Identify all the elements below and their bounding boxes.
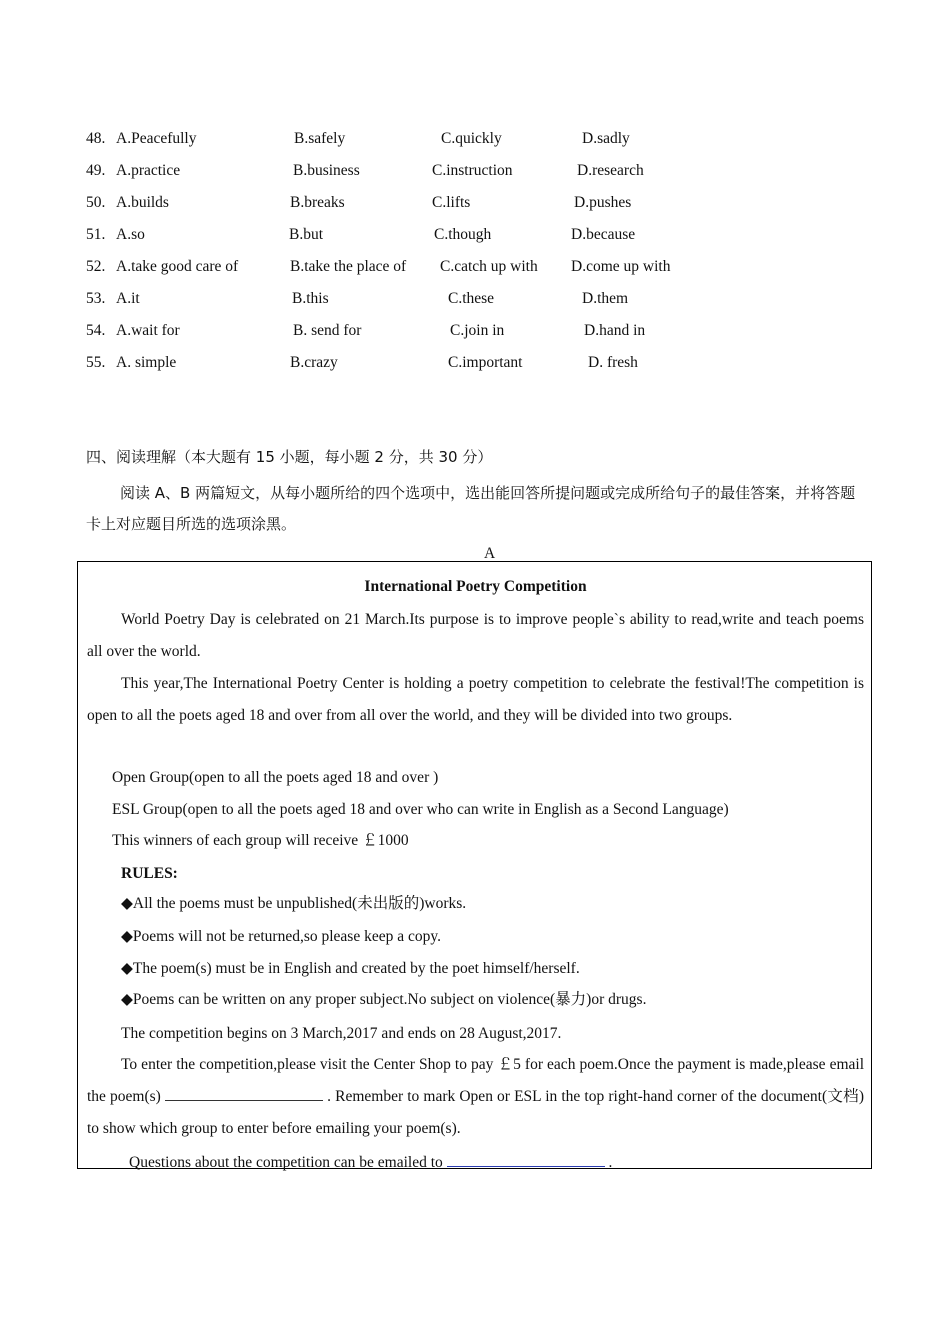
passage-label: A (484, 545, 496, 562)
option-c: C.catch up with (440, 258, 538, 275)
question-number: 51. (86, 226, 106, 243)
option-a: A.so (116, 226, 145, 243)
option-d: D. fresh (588, 354, 638, 371)
option-b: B.take the place of (290, 258, 407, 275)
entry-text-part1: To enter the competition,please visit the Center Shop to pay ￡5 for each poem.Once the payment is made,please email the poem(s) (87, 1056, 864, 1105)
option-c: C.though (434, 226, 492, 243)
option-a: A.builds (116, 194, 169, 211)
option-c: C.instruction (432, 162, 513, 179)
passage-paragraph-1: World Poetry Day is celebrated on 21 March.Its purpose is to improve people`s ability to read,write and teach poems all over the world. (87, 611, 864, 660)
open-group-line: Open Group(open to all the poets aged 18 and over ) (112, 769, 439, 786)
rule-item: ◆The poem(s) must be in English and created by the poet himself/herself. (121, 960, 580, 977)
option-b: B.but (289, 226, 324, 243)
question-number: 55. (86, 354, 106, 371)
esl-group-line: ESL Group(open to all the poets aged 18 and over who can write in English as a Second Language) (112, 801, 729, 818)
question-number: 53. (86, 290, 106, 307)
email-blank (165, 1086, 323, 1101)
dates-line: The competition begins on 3 March,2017 and ends on 28 August,2017. (121, 1025, 562, 1042)
option-c: C.important (448, 354, 523, 371)
question-number: 54. (86, 322, 106, 339)
option-a: A. simple (116, 354, 177, 371)
question-number: 49. (86, 162, 106, 179)
option-b: B.business (293, 162, 360, 179)
prize-line: This winners of each group will receive ￡1000 (112, 832, 409, 849)
questions-email-text: Questions about the competition can be emailed to (129, 1154, 443, 1171)
option-c: C.these (448, 290, 495, 307)
entry-paragraph (87, 1049, 864, 1145)
questions-email-end: . (608, 1154, 613, 1171)
entry-text-part2: . Remember to mark Open or ESL in the top right-hand corner of the document(文档) to show which group to enter before emailing your poem(s). (87, 1088, 865, 1137)
option-d: D.hand in (584, 322, 646, 339)
option-a: A.Peacefully (116, 130, 197, 147)
option-b: B.breaks (290, 194, 345, 211)
option-c: C.lifts (432, 194, 471, 211)
option-a: A.it (116, 290, 140, 307)
option-a: A.wait for (116, 322, 180, 339)
option-c: C.quickly (441, 130, 502, 147)
rule-item: ◆Poems can be written on any proper subject.No subject on violence(暴力)or drugs. (121, 991, 647, 1008)
option-b: B. send for (293, 322, 362, 339)
option-d: D.them (582, 290, 629, 307)
section-title: 四、阅读理解（本大题有 15 小题，每小题 2 分，共 30 分） (86, 448, 493, 466)
option-b: B.crazy (290, 354, 338, 371)
option-d: D.because (571, 226, 636, 243)
question-number: 52. (86, 258, 106, 275)
questions-email-blank (447, 1152, 605, 1167)
questions-email-line (129, 1152, 612, 1172)
rule-item: ◆Poems will not be returned,so please keep a copy. (121, 928, 441, 945)
option-b: B.this (292, 290, 329, 307)
passage-paragraph-2: This year,The International Poetry Center is holding a poetry competition to celebrate the festival!The competition is open to all the poets aged 18 and over from all over the world, and they will be divided into two groups. (87, 675, 864, 724)
passage-box (77, 561, 872, 1169)
rules-heading: RULES: (121, 865, 178, 882)
option-d: D.research (577, 162, 644, 179)
option-d: D.pushes (574, 194, 632, 211)
question-number: 50. (86, 194, 106, 211)
option-d: D.come up with (571, 258, 671, 275)
option-a: A.practice (116, 162, 181, 179)
passage-title: International Poetry Competition (364, 578, 587, 595)
section-instruction: 阅读 A、B 两篇短文，从每小题所给的四个选项中，选出能回答所提问题或完成所给句子的最佳答案，并将答题卡上对应题目所选的选项涂黑。 (86, 484, 856, 533)
option-b: B.safely (294, 130, 346, 147)
option-a: A.take good care of (116, 258, 239, 275)
option-d: D.sadly (582, 130, 630, 147)
option-c: C.join in (450, 322, 505, 339)
question-number: 48. (86, 130, 106, 147)
rule-item: ◆All the poems must be unpublished(未出版的)works. (121, 895, 467, 912)
